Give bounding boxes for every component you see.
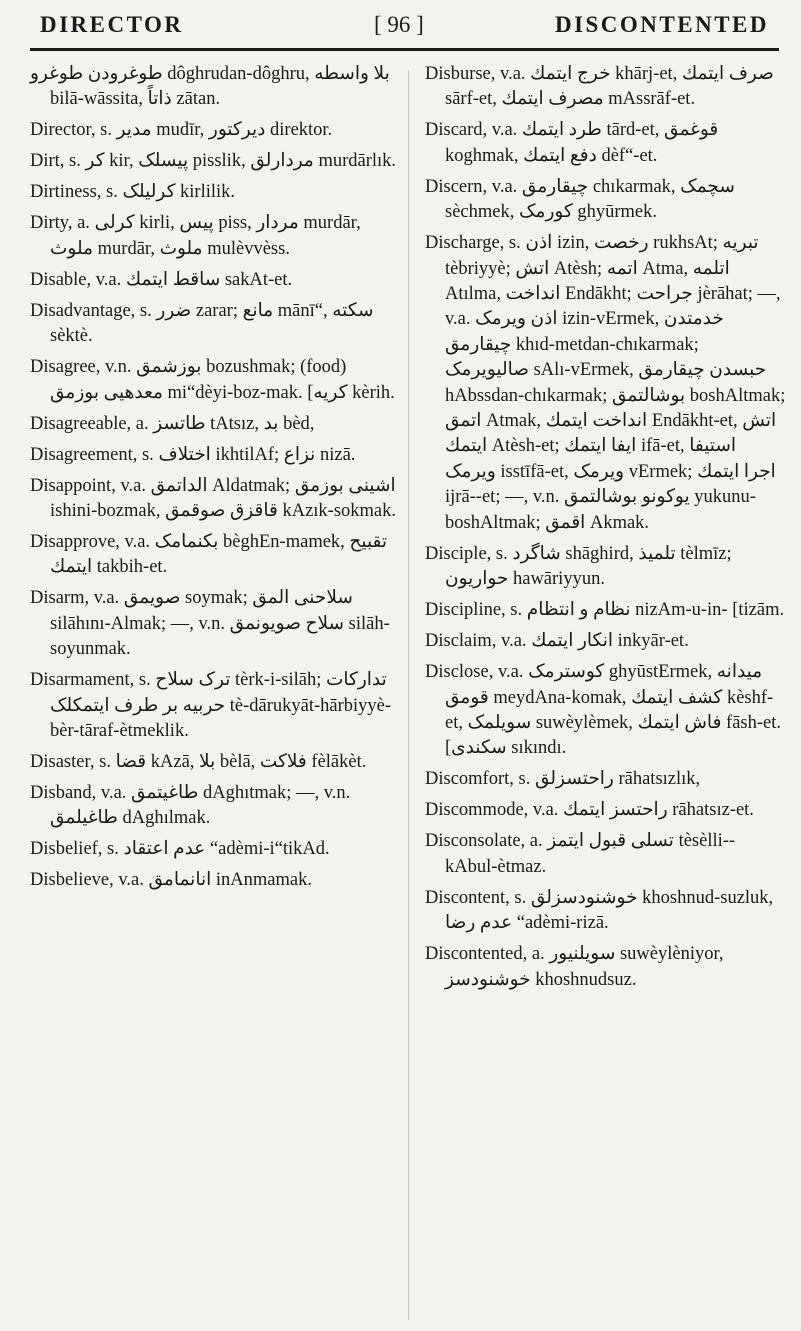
dictionary-entry: Disbelief, s. عدم اعتقاد “adèmi-i“tikAd. [30, 839, 330, 860]
dictionary-entry: Disappoint, v.a. الداتمق Aldatmak; اشینی بوزمق ishini-bozmak, قاقزق صوقمق kAzık-sokmak. [30, 475, 397, 522]
dictionary-entry: Disbelieve, v.a. انانمامق inAnmamak. [30, 870, 312, 891]
dictionary-entry: Disagreement, s. اختلاف ikhtilAf; نزاع nizā. [30, 444, 356, 465]
dictionary-entry: Director, s. مدیر mudīr, دیرکتور direktor. [30, 120, 333, 141]
dictionary-entry: Dirtiness, s. کرلیلک kirlilik. [30, 182, 236, 203]
dictionary-entry: Disclose, v.a. کوسترمک ghyūstErmek, میدانه قومق meydAna-komak, کشف ايتمك kèshf-et, سويلمک suwèylèmek, فاش ايتمك fāsh-et. [سکندی sıkındı. [425, 662, 782, 759]
dictionary-entry: Disaster, s. قضا kAzā, بلا bèlā, فلاکت fèlākèt. [30, 752, 367, 773]
page-number: [ 96 ] [374, 12, 424, 37]
running-header [30, 8, 779, 51]
dictionary-entry: Disburse, v.a. خرج ايتمك khārj-et, صرف ايتمك sārf-et, مصرف ايتمك mAssrāf-et. [425, 64, 774, 110]
dictionary-entry: Disagreeable, a. طاتسز tAtsız, بد bèd, [30, 413, 315, 434]
dictionary-entry: Disband, v.a. طاغیتمق dAghıtmak; —, v.n. طاغیلمق dAghılmak. [30, 783, 351, 829]
dictionary-entry: Disadvantage, s. ضرر zarar; مانع mānī“, سكته sèktè. [30, 300, 374, 347]
dictionary-entry: Discard, v.a. طرد ايتمك tārd-et, قوغمق koghmak, دفع ايتمك dèf“-et. [425, 120, 719, 166]
dictionary-entry: Discern, v.a. چیقارمق chıkarmak, سچمک sèchmek, کورمک ghyūrmek. [425, 176, 735, 223]
left-column [30, 62, 398, 899]
dictionary-entry: Disagree, v.n. بوزشمق bozushmak; (food) معدهیی بوزمق mi“dèyi-boz-mak. [کریه kèrih. [30, 357, 395, 403]
dictionary-entry: Disclaim, v.a. انکار ايتمك inkyār-et. [425, 631, 689, 652]
dictionary-entry: Discharge, s. اذن izin, رخصت rukhsAt; تبریه tèbriyyè; اتش Atèsh; اتمه Atma, اتلمه Atılma, انداخت Endākht; جراحت jèrāhat; —, v.a. اذن ويرمک izin-vErmek, خدمتدن چیقارمق khıd-metdan-chıkarmak; صالیويرمک sAlı-vErmek, حبسدن چیقارمق hAbssdan-chıkarmak; بوشالتمق boshAltmak; اتمق Atmak, انداخت ايتمك Endākht-et, اتش ايتمك Atèsh-et; ايفا ايتمك ifā-et, استيفا ويرمک isstīfā-et, ويرمک vErmek; اجرا ايتمك ijrā--et; —, v.n. يوکونو بوشالتمق yukunu-boshAltmak; اقمق Akmak. [425, 233, 786, 533]
dictionary-entry: Dirt, s. کر kir, پیسلک pisslik, مردارلق murdārlık. [30, 151, 397, 172]
dictionary-entry: Disconsolate, a. تسلی قبول ايتمز tèsèlli--kAbul-ètmaz. [425, 831, 736, 877]
dictionary-entry: Discommode, v.a. راحتسز ايتمك rāhatsız-et. [425, 800, 754, 821]
dictionary-entry: Disarm, v.a. صويمق soymak; سلاحنی المق silāhını-Almak; —, v.n. سلاح صويونمق silāh-soyunmak. [30, 588, 390, 660]
header-first-word: DIRECTOR [40, 12, 184, 37]
dictionary-entry: Discontented, a. سويلنیور suwèylèniyor, خوشنودسز khoshnudsuz. [425, 944, 724, 990]
dictionary-entry: Disarmament, s. ترک سلاح tèrk-i-silāh; تدارکات حربیه بر طرف ايتمکلک tè-dārukyāt-hārbiyyè-bèr-tāraf-ètmeklik. [30, 670, 392, 742]
header-last-word: DISCONTENTED [554, 12, 769, 37]
dictionary-entry: Discontent, s. خوشنودسزلق khoshnud-suzluk, عدم رضا “adèmi-rizā. [425, 887, 774, 934]
dictionary-entry: طوغرودن طوغرو dôghrudan-dôghru, بلا واسطه bilā-wāssita, ذاتاً zātan. [30, 64, 390, 110]
dictionary-entry: Disciple, s. شاگرد shāghird, تلميذ tèlmīz; حواريون hawāriyyun. [425, 543, 732, 590]
dictionary-entry: Disapprove, v.a. بکنمامک bèghEn-mamek, تقبیح ايتمك takbih-et. [30, 532, 388, 578]
right-column [425, 62, 787, 999]
dictionary-entry: Discomfort, s. راحتسزلق rāhatsızlık, [425, 769, 701, 790]
dictionary-entry: Dirty, a. کرلی kirli, پیس piss, مردار murdār, ملوث murdār, ملوث mulèvvèss. [30, 213, 361, 259]
dictionary-entry: Disable, v.a. ساقط ايتمك sakAt-et. [30, 269, 293, 290]
column-divider [408, 70, 409, 1320]
dictionary-entry: Discipline, s. نظام و انتظام nizAm-u-in- [tizām. [425, 600, 785, 621]
